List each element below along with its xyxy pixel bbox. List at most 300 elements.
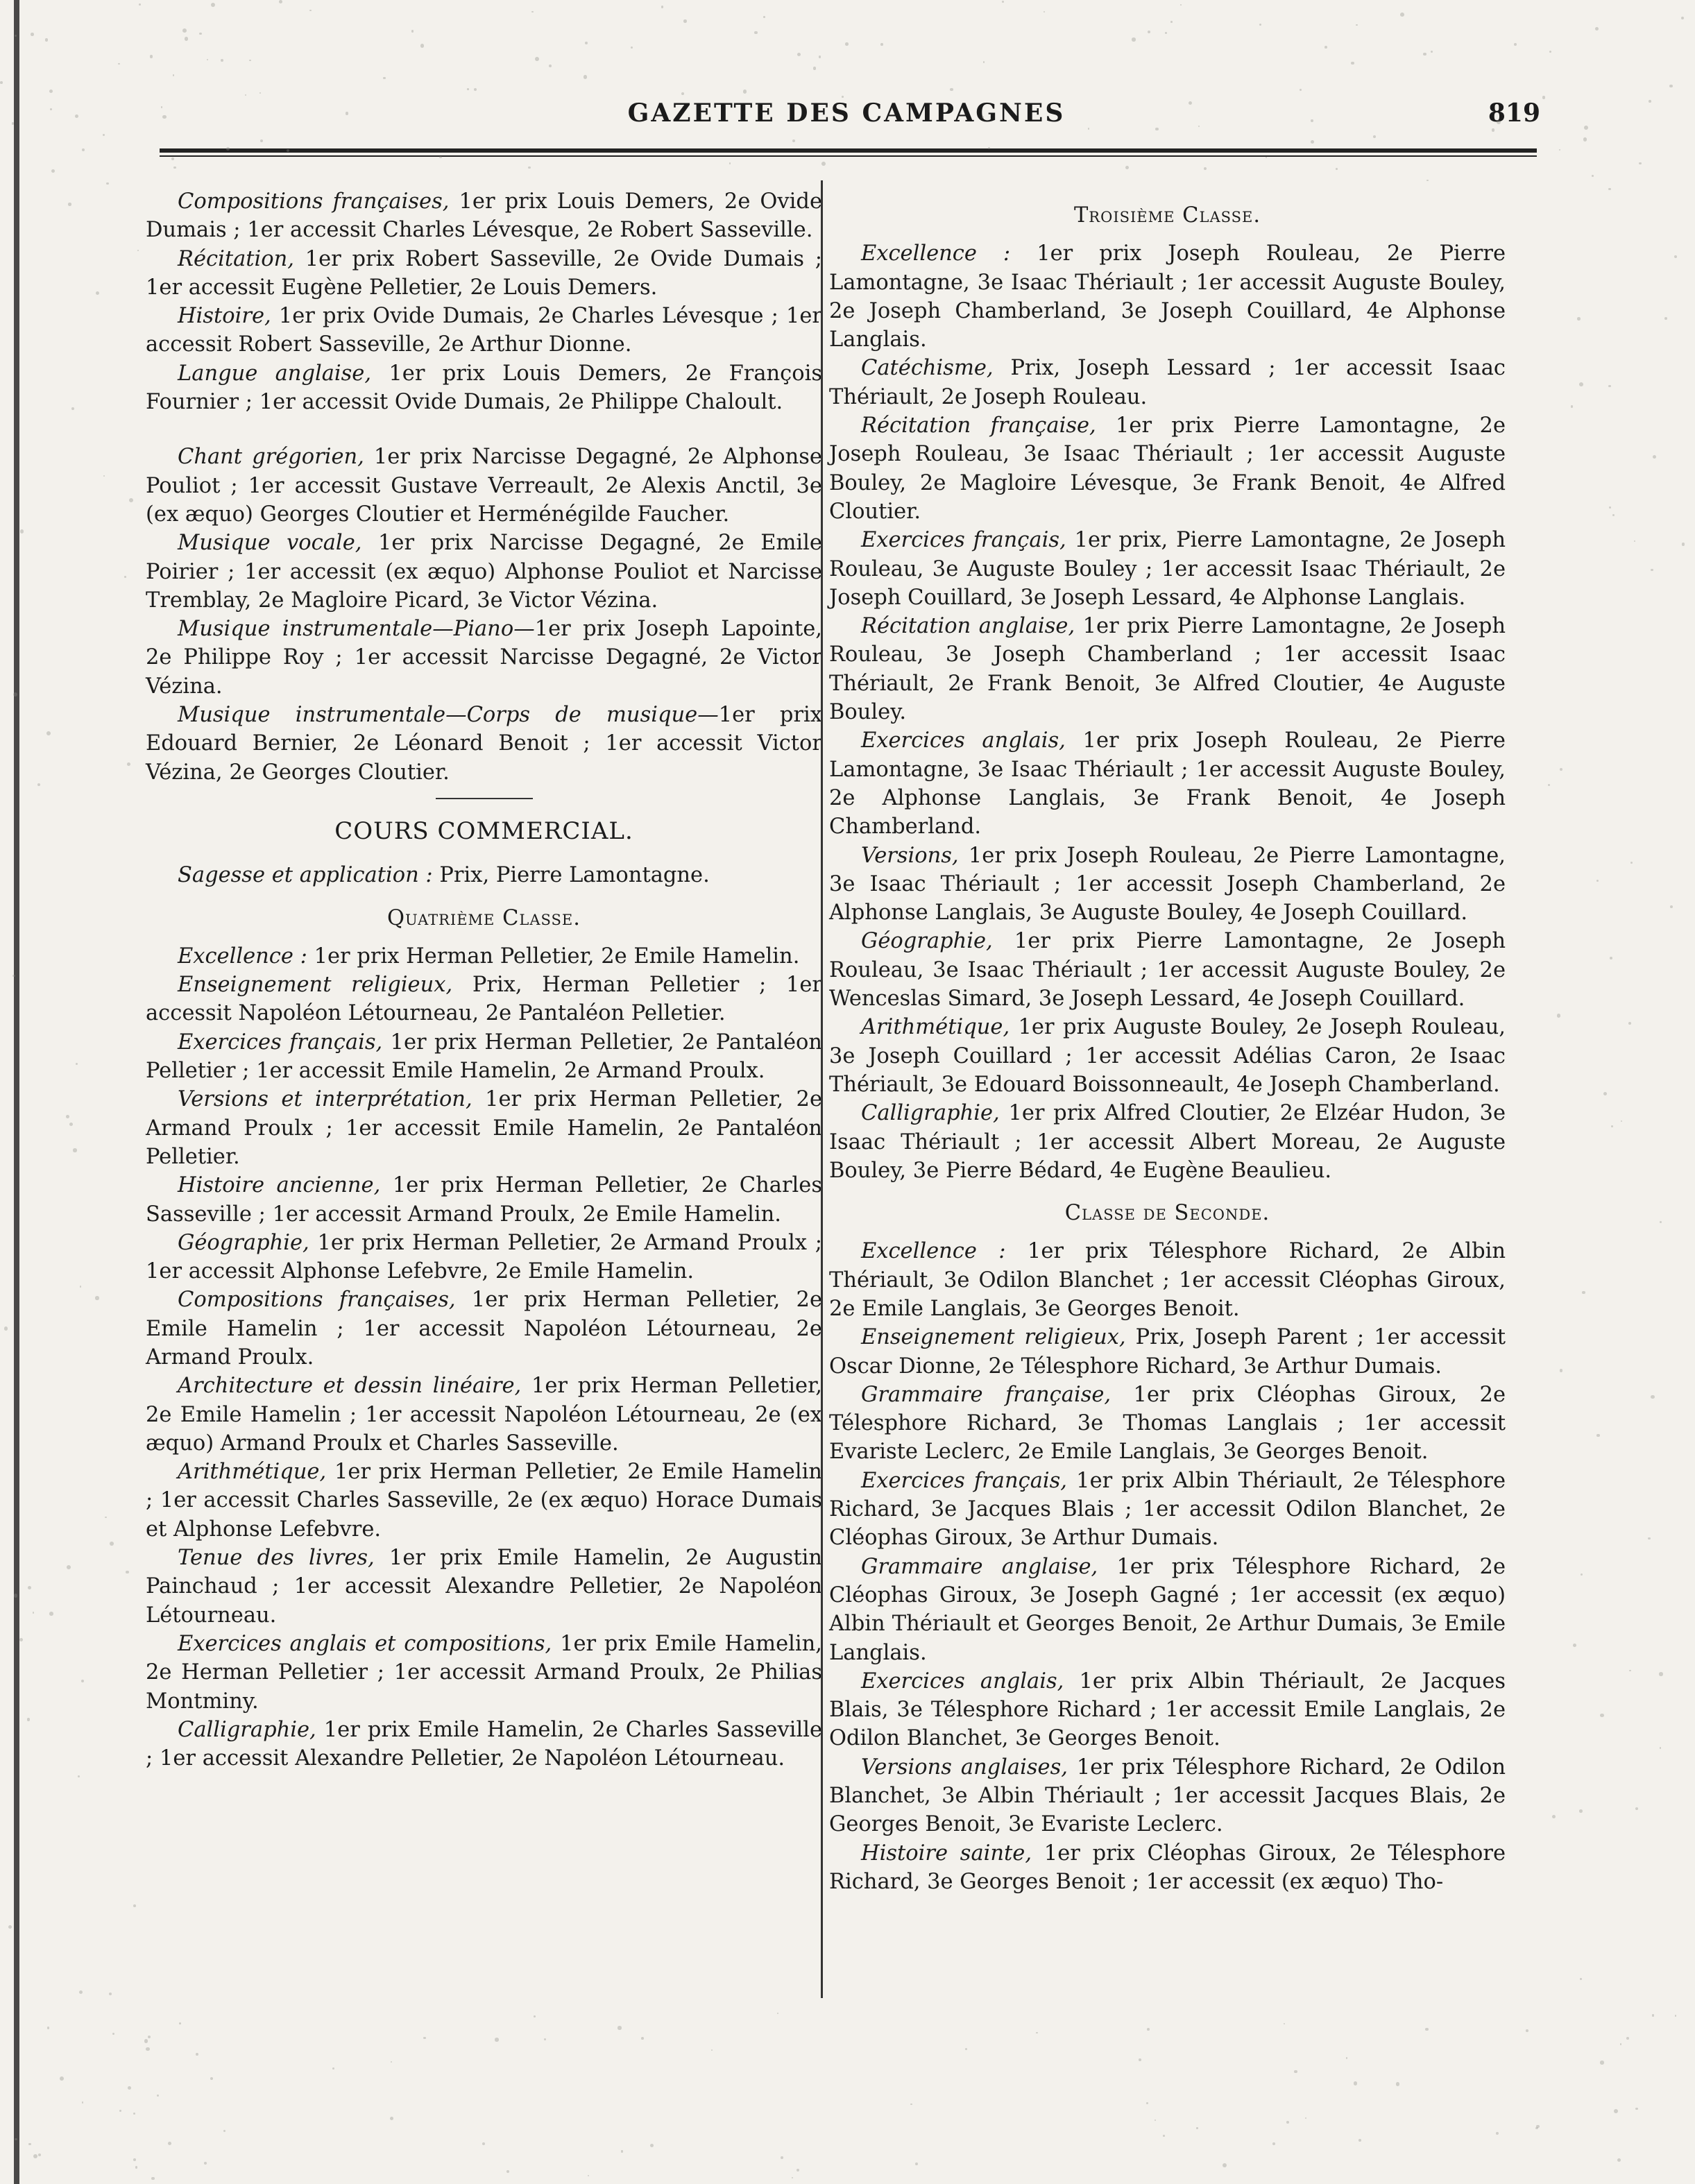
- prize-text: 1er prix Albin Thériault, 2e Télesphore Richard, 3e Jacques Blais ; 1er accessit Odilon Blanchet, 2e Cléophas Giroux, 3e Arthur Dumais.: [829, 1468, 1506, 1551]
- paper-speck: [1294, 2070, 1297, 2073]
- paper-speck: [915, 2162, 918, 2165]
- paper-speck: [1311, 140, 1314, 144]
- paper-speck: [423, 2037, 426, 2040]
- paper-speck: [204, 2162, 207, 2165]
- prize-text: 1er prix Herman Pelletier, 2e Emile Hamelin ; 1er accessit Charles Sasseville, 2e (ex æquo) Horace Dumais et Alphonse Lefebvre.: [146, 1460, 822, 1542]
- paper-speck: [103, 475, 105, 477]
- prize-entry: [829, 354, 1506, 411]
- left-column: [146, 187, 822, 1773]
- paper-speck: [1146, 2102, 1148, 2104]
- paper-speck: [1431, 51, 1433, 53]
- paper-speck: [49, 89, 53, 93]
- paper-speck: [1400, 12, 1404, 17]
- paper-speck: [119, 2110, 121, 2112]
- paper-speck: [1354, 2081, 1357, 2085]
- prize-entry: [146, 1458, 822, 1544]
- paper-speck: [179, 2022, 181, 2024]
- paper-speck: [47, 2027, 50, 2029]
- paper-speck: [763, 16, 765, 18]
- prize-entry: [829, 239, 1506, 354]
- prize-entry: [146, 245, 822, 302]
- prize-entry: [146, 1372, 822, 1458]
- paper-speck: [1155, 128, 1158, 130]
- paper-speck: [137, 250, 139, 251]
- paper-speck: [683, 19, 686, 22]
- prize-entry: [146, 971, 822, 1028]
- paper-speck: [711, 2049, 713, 2051]
- paper-speck: [797, 2169, 799, 2172]
- prize-text: 1er prix Emile Hamelin, 2e Charles Sasseville ; 1er accessit Alexandre Pelletier, 2e Napoléon Létourneau.: [146, 1717, 822, 1771]
- prize-entry: [146, 1171, 822, 1229]
- paper-speck: [20, 529, 24, 534]
- subject-label: Histoire sainte,: [861, 1841, 1032, 1866]
- paper-speck: [73, 1148, 76, 1152]
- prize-text: 1er prix Herman Pelletier, 2e Emile Hamelin.: [307, 944, 800, 969]
- paper-speck: [535, 57, 539, 61]
- paper-speck: [1284, 2023, 1285, 2024]
- prize-text: 1er prix Emile Hamelin, 2e Herman Pelletier ; 1er accessit Armand Proulx, 2e Philias Montminy.: [146, 1631, 822, 1714]
- paper-speck: [161, 106, 162, 108]
- paper-speck: [80, 1286, 82, 1288]
- prize-text: 1er prix Edouard Bernier, 2e Léonard Benoit ; 1er accessit Victor Vézina, 2e Georges Cloutier.: [146, 703, 822, 785]
- paper-speck: [81, 1680, 84, 1682]
- paper-speck: [31, 33, 34, 36]
- paper-speck: [506, 2170, 510, 2174]
- subject-label: Enseignement religieux,: [861, 1325, 1126, 1350]
- paper-speck: [173, 167, 176, 169]
- paper-speck: [650, 2144, 654, 2147]
- paper-speck: [14, 1594, 17, 1597]
- paper-speck: [332, 2067, 334, 2070]
- paper-speck: [1559, 149, 1560, 151]
- paper-speck: [1610, 957, 1612, 959]
- subject-label: Récitation anglaise,: [861, 614, 1075, 639]
- subject-label: Exercices anglais,: [861, 728, 1066, 753]
- prize-entry: [829, 1237, 1506, 1323]
- prize-text: 1er prix Emile Hamelin, 2e Augustin Painchaud ; 1er accessit Alexandre Pelletier, 2e Napoléon Létourneau.: [146, 1546, 822, 1628]
- paper-speck: [259, 92, 261, 94]
- paper-speck: [223, 2130, 225, 2132]
- prize-entry: [146, 942, 822, 971]
- paper-speck: [139, 3, 141, 6]
- subject-label: Géographie,: [178, 1230, 309, 1255]
- prize-entry: [146, 529, 822, 615]
- paper-speck: [1346, 2057, 1348, 2059]
- paper-speck: [105, 1517, 107, 1519]
- paper-speck: [1608, 188, 1611, 191]
- paper-speck: [1286, 2121, 1289, 2124]
- paper-speck: [118, 63, 120, 65]
- prize-entry: [829, 1467, 1506, 1553]
- paper-speck: [78, 1775, 80, 1777]
- prize-text: 1er prix Herman Pelletier, 2e Emile Hamelin ; 1er accessit Napoléon Létourneau, 2e Armand Proulx.: [146, 1288, 822, 1370]
- paper-speck: [1660, 1747, 1661, 1748]
- paper-speck: [1557, 1014, 1561, 1018]
- paper-speck: [584, 75, 587, 78]
- class-heading: Troisième Classe.: [1073, 203, 1261, 228]
- subject-label: Tenue des livres,: [178, 1546, 375, 1571]
- paper-speck: [135, 2166, 137, 2168]
- paper-speck: [1351, 62, 1354, 65]
- paper-speck: [1573, 1644, 1576, 1647]
- prize-text: 1er prix Herman Pelletier, 2e Charles Sasseville ; 1er accessit Armand Proulx, 2e Emile Hamelin.: [146, 1173, 822, 1227]
- paper-speck: [168, 2142, 171, 2145]
- paper-speck: [797, 53, 801, 56]
- prize-text: Prix, Herman Pelletier ; 1er accessit Napoléon Létourneau, 2e Pantaléon Pelletier.: [146, 973, 823, 1026]
- paper-speck: [1635, 2108, 1637, 2110]
- subject-label: Géographie,: [861, 929, 993, 954]
- paper-speck: [383, 77, 386, 80]
- prize-entry: [146, 1229, 822, 1286]
- paper-speck: [279, 0, 282, 3]
- paper-speck: [1626, 2037, 1629, 2040]
- subject-label: Récitation française,: [861, 413, 1096, 438]
- paper-speck: [110, 1542, 114, 1546]
- paper-speck: [1560, 768, 1562, 771]
- paper-speck: [1579, 382, 1583, 386]
- prize-text: 1er prix Télesphore Richard, 2e Cléophas Giroux, 3e Joseph Gagné ; 1er accessit (ex æquo) Albin Thériault et Georges Benoit, 2e Arthur Dumais, 3e Emile Langlais.: [829, 1554, 1506, 1665]
- prize-text: 1er prix Pierre Lamontagne, 2e Joseph Rouleau, 3e Isaac Thériault ; 1er accessit Auguste Bouley, 2e Wenceslas Simard, 3e Joseph Lessard, 4e Joseph Couillard.: [829, 929, 1506, 1012]
- paper-speck: [1180, 4, 1182, 6]
- paper-speck: [1266, 157, 1268, 159]
- paper-speck: [1223, 2163, 1227, 2167]
- paper-speck: [391, 2061, 392, 2063]
- paper-speck: [1620, 2043, 1621, 2045]
- paper-speck: [842, 96, 843, 97]
- paper-speck: [528, 167, 531, 169]
- paper-speck: [148, 2036, 151, 2038]
- subject-label: Musique instrumentale—Piano—: [178, 617, 535, 642]
- class-heading: Classe de Seconde.: [1064, 1201, 1270, 1226]
- paper-speck: [1614, 2109, 1618, 2113]
- paper-speck: [1675, 2015, 1677, 2017]
- paper-speck: [207, 59, 208, 60]
- paper-speck: [495, 2038, 498, 2041]
- paper-speck: [126, 1571, 128, 1573]
- subject-label: Versions et interprétation,: [178, 1087, 472, 1112]
- subject-label: Enseignement religieux,: [178, 973, 453, 998]
- paper-speck: [13, 692, 17, 697]
- paper-speck: [1526, 2029, 1528, 2032]
- paper-speck: [1582, 1291, 1585, 1294]
- paper-speck: [28, 2143, 31, 2146]
- paper-speck: [819, 56, 821, 58]
- paper-speck: [588, 2175, 589, 2176]
- paper-speck: [1628, 1022, 1631, 1025]
- paper-speck: [66, 1115, 69, 1118]
- paper-speck: [27, 1718, 31, 1721]
- paper-speck: [182, 28, 187, 33]
- paper-speck: [309, 10, 311, 11]
- prize-text: Prix, Pierre Lamontagne.: [432, 863, 710, 888]
- paper-speck: [0, 81, 3, 84]
- paper-speck: [157, 2095, 159, 2097]
- prize-text: 1er prix Herman Pelletier, 2e Armand Proulx ; 1er accessit Alphonse Lefebvre, 2e Emile Hamelin.: [146, 1230, 822, 1284]
- paper-speck: [1423, 53, 1426, 56]
- subject-label: Histoire ancienne,: [178, 1173, 381, 1198]
- paper-speck: [983, 61, 985, 62]
- paper-speck: [950, 88, 953, 92]
- prize-text: Prix, Joseph Lessard ; 1er accessit Isaac Thériault, 2e Joseph Rouleau.: [829, 356, 1506, 409]
- paper-speck: [965, 2048, 967, 2050]
- subject-label: Architecture et dessin linéaire,: [178, 1374, 522, 1399]
- paper-speck: [109, 1993, 112, 1995]
- subject-label: Histoire,: [178, 304, 271, 329]
- paper-speck: [112, 2033, 114, 2035]
- paper-speck: [1674, 255, 1677, 258]
- paper-speck: [1125, 166, 1129, 169]
- paper-speck: [631, 46, 633, 49]
- paper-speck: [346, 112, 349, 115]
- paper-speck: [50, 108, 52, 110]
- prize-entry: [146, 1286, 822, 1372]
- prize-entry: [829, 1323, 1506, 1381]
- prize-entry: [146, 1544, 822, 1630]
- paper-speck: [1336, 168, 1338, 170]
- paper-speck: [781, 2156, 783, 2159]
- paper-speck: [1630, 862, 1633, 864]
- prize-entry: [829, 1753, 1506, 1839]
- subject-label: Grammaire française,: [861, 1382, 1111, 1407]
- paper-speck: [1670, 905, 1673, 908]
- paper-speck: [534, 2015, 536, 2017]
- prize-text: 1er prix Joseph Rouleau, 2e Pierre Lamontagne, 3e Isaac Thériault ; 1er accessit Auguste Bouley, 2e Alphonse Langlais, 3e Frank Benoit, 4e Joseph Chamberland.: [829, 728, 1506, 839]
- prize-entry: [146, 187, 822, 245]
- section-heading: COURS COMMERCIAL.: [334, 817, 633, 845]
- subject-label: Récitation,: [178, 246, 295, 271]
- paper-speck: [1571, 405, 1574, 408]
- subject-label: Exercices français,: [861, 1468, 1067, 1493]
- paper-speck: [49, 1612, 53, 1616]
- paper-speck: [45, 38, 48, 41]
- subject-label: Calligraphie,: [178, 1717, 316, 1742]
- paper-speck: [1651, 569, 1653, 571]
- prize-entry: [146, 615, 822, 701]
- paper-speck: [1548, 784, 1550, 786]
- paper-speck: [813, 67, 817, 70]
- prize-entry: [829, 411, 1506, 526]
- subject-label: Arithmétique,: [861, 1015, 1010, 1040]
- prize-text: 1er prix Pierre Lamontagne, 2e Joseph Rouleau, 3e Isaac Thériault ; 1er accessit Auguste Bouley, 2e Magloire Lévesque, 3e Frank Benoit, 4e Alfred Cloutier.: [829, 413, 1506, 524]
- paper-speck: [617, 2026, 622, 2030]
- paper-speck: [1682, 543, 1685, 546]
- prize-text: 1er prix Herman Pelletier, 2e Pantaléon Pelletier ; 1er accessit Emile Hamelin, 2e Armand Proulx.: [146, 1030, 822, 1084]
- paper-speck: [106, 182, 109, 185]
- paper-speck: [482, 2142, 485, 2145]
- subject-label: Excellence :: [178, 944, 307, 969]
- paper-speck: [260, 139, 263, 142]
- paper-speck: [144, 2039, 148, 2043]
- subject-label: Arithmétique,: [178, 1460, 327, 1485]
- subject-label: Sagesse et application :: [178, 863, 433, 888]
- paper-speck: [127, 762, 130, 766]
- section-rule: [436, 798, 533, 799]
- subject-label: Grammaire anglaise,: [861, 1554, 1098, 1579]
- prize-entry: [829, 842, 1506, 928]
- paper-speck: [1305, 2117, 1306, 2119]
- paper-speck: [1492, 128, 1494, 131]
- paper-speck: [1577, 317, 1581, 321]
- paper-speck: [185, 37, 189, 41]
- paper-speck: [1621, 1120, 1623, 1123]
- paper-speck: [1649, 100, 1651, 103]
- prize-entry: [146, 861, 822, 889]
- paper-speck: [1170, 21, 1173, 23]
- paper-speck: [544, 2038, 546, 2040]
- subject-label: Exercices anglais,: [861, 1669, 1064, 1694]
- column-divider: [821, 180, 823, 1998]
- paper-speck: [1652, 2014, 1655, 2017]
- paper-speck: [1611, 1125, 1613, 1127]
- prize-text: 1er prix Louis Demers, 2e Ovide Dumais ; 1er accessit Charles Lévesque, 2e Robert Sasseville.: [146, 189, 822, 243]
- paper-speck: [1603, 1092, 1607, 1095]
- prize-text: 1er prix Narcisse Degagné, 2e Emile Poirier ; 1er accessit (ex æquo) Alphonse Pouliot et Narcisse Tremblay, 2e Magloire Picard, 3e Victor Vézina.: [146, 531, 822, 613]
- paper-speck: [681, 92, 684, 95]
- paper-speck: [1259, 24, 1261, 26]
- paper-speck: [661, 6, 664, 8]
- paper-speck: [1147, 2028, 1150, 2031]
- paper-speck: [69, 1123, 73, 1126]
- subject-label: Langue anglaise,: [178, 361, 372, 386]
- prize-entry: [146, 1085, 822, 1171]
- paper-speck: [411, 30, 414, 32]
- paper-speck: [60, 2076, 64, 2081]
- paper-speck: [1592, 175, 1594, 177]
- paper-speck: [1396, 2082, 1400, 2086]
- paper-speck: [467, 88, 469, 90]
- paper-speck: [1165, 32, 1167, 34]
- paper-speck: [1651, 1395, 1655, 1399]
- paper-speck: [79, 1990, 83, 1994]
- paper-speck: [1659, 1672, 1662, 1675]
- subject-label: Musique vocale,: [178, 531, 362, 556]
- paper-speck: [754, 31, 757, 34]
- paper-speck: [171, 157, 174, 160]
- paper-speck: [82, 148, 85, 151]
- paper-speck: [15, 35, 17, 37]
- subject-label: Calligraphie,: [861, 1101, 1000, 1126]
- paper-speck: [1596, 1434, 1600, 1437]
- paper-speck: [75, 114, 78, 118]
- header-rule: [160, 148, 1537, 157]
- subject-label: Compositions françaises,: [178, 189, 450, 214]
- paper-speck: [1044, 11, 1045, 12]
- paper-speck: [1580, 1978, 1582, 1980]
- paper-speck: [1583, 137, 1587, 142]
- paper-speck: [1356, 24, 1357, 26]
- paper-speck: [1139, 2058, 1141, 2061]
- subject-label: Versions,: [861, 843, 959, 868]
- paper-speck: [1596, 880, 1599, 882]
- paper-speck: [1425, 2028, 1429, 2031]
- paper-speck: [420, 44, 425, 48]
- prize-entry: [829, 612, 1506, 726]
- paper-speck: [1148, 31, 1151, 34]
- prize-entry: [146, 443, 822, 529]
- paper-speck: [1648, 1537, 1651, 1540]
- prize-text: 1er prix Louis Demers, 2e François Fournier ; 1er accessit Ovide Dumais, 2e Philippe Chaloult.: [146, 361, 822, 415]
- page-binding-edge: [14, 0, 19, 2184]
- paper-speck: [1634, 540, 1635, 542]
- right-column: [829, 187, 1506, 1896]
- paper-speck: [1155, 2119, 1156, 2121]
- prize-text: 1er prix Télesphore Richard, 2e Albin Thériault, 3e Odilon Blanchet ; 1er accessit Cléophas Giroux, 2e Emile Langlais, 3e Georges Benoit.: [829, 1239, 1506, 1321]
- paper-speck: [1204, 167, 1207, 170]
- paper-speck: [4, 1326, 8, 1330]
- paper-speck: [1535, 2127, 1538, 2129]
- subject-label: Versions anglaises,: [861, 1755, 1068, 1780]
- paper-speck: [1514, 43, 1517, 46]
- paper-speck: [1608, 385, 1610, 387]
- prize-text: 1er prix Herman Pelletier, 2e Emile Hamelin ; 1er accessit Napoléon Létourneau, 2e (ex æquo) Armand Proulx et Charles Sasseville.: [146, 1374, 822, 1456]
- prize-text: 1er prix Robert Sasseville, 2e Ovide Dumais ; 1er accessit Eugène Pelletier, 2e Louis Demers.: [146, 246, 822, 300]
- paper-speck: [641, 2037, 644, 2040]
- paper-speck: [76, 1063, 78, 1065]
- paper-speck: [96, 291, 99, 295]
- paper-speck: [982, 116, 985, 119]
- paper-speck: [12, 975, 15, 977]
- prize-text: 1er prix Narcisse Degagné, 2e Alphonse Pouliot ; 1er accessit Gustave Verreault, 2e Alexis Anctil, 3e (ex æquo) Georges Cloutier et Herménégilde Faucher.: [146, 445, 822, 527]
- paper-speck: [585, 42, 588, 44]
- paper-speck: [150, 55, 153, 58]
- paper-speck: [1196, 2127, 1198, 2128]
- paper-speck: [821, 162, 826, 166]
- subject-label: Exercices anglais et compositions,: [178, 1631, 552, 1656]
- subject-label: Catéchisme,: [861, 356, 994, 381]
- subject-label: Excellence :: [861, 1239, 1006, 1264]
- subject-label: Musique instrumentale—Corps de musique—: [178, 703, 719, 728]
- paper-speck: [68, 203, 71, 205]
- paper-speck: [103, 134, 105, 136]
- paper-speck: [67, 1565, 71, 1569]
- prize-entry: [829, 927, 1506, 1013]
- paper-speck: [1552, 1815, 1556, 1818]
- paper-speck: [33, 1612, 35, 1614]
- paper-speck: [28, 1586, 31, 1589]
- paper-speck: [146, 2047, 149, 2051]
- paper-speck: [1002, 1, 1005, 3]
- paper-speck: [1664, 317, 1667, 320]
- paper-speck: [1163, 2135, 1165, 2137]
- paper-speck: [1639, 162, 1642, 165]
- prize-entry: [146, 701, 822, 787]
- paper-speck: [845, 42, 849, 46]
- paper-speck: [1579, 1809, 1583, 1813]
- publication-title: GAZETTE DES CAMPAGNES: [627, 99, 1066, 128]
- paper-speck: [128, 2086, 131, 2090]
- prize-text: 1er prix Télesphore Richard, 2e Odilon Blanchet, 3e Albin Thériault ; 1er accessit Jacques Blais, 2e Georges Benoit, 3e Evariste Leclerc.: [829, 1755, 1506, 1837]
- paper-speck: [792, 2177, 793, 2178]
- paper-speck: [1584, 126, 1588, 130]
- prize-entry: [146, 302, 822, 359]
- paper-speck: [1629, 1670, 1631, 1672]
- paper-speck: [133, 1904, 136, 1907]
- paper-speck: [1669, 85, 1673, 88]
- prize-entry: [146, 1028, 822, 1086]
- paper-speck: [71, 407, 74, 410]
- prize-text: 1er prix Herman Pelletier, 2e Armand Proulx ; 1er accessit Emile Hamelin, 2e Pantaléon Pelletier.: [146, 1087, 822, 1169]
- prize-text: 1er prix Ovide Dumais, 2e Charles Lévesque ; 1er accessit Robert Sasseville, 2e Arthur Dionne.: [146, 304, 822, 357]
- paper-speck: [621, 2150, 624, 2153]
- prize-text: 1er prix Cléophas Giroux, 2e Télesphore Richard, 3e Thomas Langlais ; 1er accessit Evariste Leclerc, 2e Emile Langlais, 3e Georges Benoit.: [829, 1382, 1506, 1465]
- paper-speck: [390, 2117, 393, 2120]
- prize-text: 1er prix Alfred Cloutier, 2e Elzéar Hudon, 3e Isaac Thériault ; 1er accessit Albert Moreau, 2e Auguste Bouley, 3e Pierre Bédard, 4e Eugène Beaulieu.: [829, 1101, 1506, 1183]
- prize-entry: [829, 1839, 1506, 1897]
- paper-speck: [124, 576, 126, 578]
- paper-speck: [249, 60, 250, 61]
- paper-speck: [15, 2138, 17, 2141]
- paper-speck: [549, 65, 552, 67]
